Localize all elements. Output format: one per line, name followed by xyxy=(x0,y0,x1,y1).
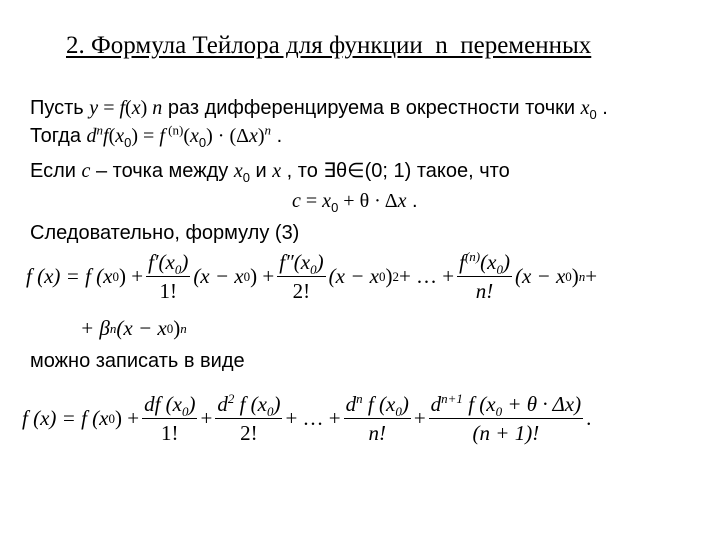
math-var: x xyxy=(248,125,258,147)
text-line-4 xyxy=(292,190,418,213)
math-var: x xyxy=(115,125,125,147)
math-sub: 0 xyxy=(331,200,339,215)
math-expr: ) xyxy=(273,392,281,416)
math-sub: 0 xyxy=(395,404,402,420)
math-sub: 0 xyxy=(242,170,250,185)
fraction xyxy=(277,250,325,303)
math-op: + xyxy=(413,406,426,431)
math-op: + θ · Δ xyxy=(338,190,398,212)
math-sup: n+1 xyxy=(441,391,463,406)
math-op: ) = xyxy=(131,125,160,147)
formula-remainder: + β n (x − x 0 ) n xyxy=(80,316,187,340)
text: . xyxy=(271,125,283,147)
text-line-5: Следовательно, формулу (3) xyxy=(30,222,300,244)
math-var: c xyxy=(81,160,91,182)
math-sup: n xyxy=(356,391,363,406)
fraction xyxy=(215,392,282,445)
math-sub: 0 xyxy=(310,262,317,278)
math-expr: d xyxy=(217,392,228,416)
math-sub: 0 xyxy=(589,107,597,122)
math-expr: f (x) = f (x xyxy=(26,264,113,289)
text: и xyxy=(249,160,273,182)
math-expr: ) xyxy=(188,392,196,416)
math-op: ) xyxy=(140,97,153,119)
text-line-3 xyxy=(30,158,510,183)
fraction-numerator xyxy=(457,250,512,277)
math-op: . xyxy=(586,406,592,431)
math-var: x xyxy=(131,97,141,119)
fraction-denominator: 1! xyxy=(161,421,179,446)
math-var: x xyxy=(580,97,590,119)
math-expr: (x − x xyxy=(193,264,244,289)
math-var: x xyxy=(233,160,243,182)
math-expr: ) + xyxy=(250,264,275,289)
math-sub: 0 xyxy=(496,262,503,278)
math-var: f xyxy=(119,97,126,119)
text: Если xyxy=(30,160,82,182)
fraction-numerator xyxy=(215,392,282,419)
math-var: x xyxy=(322,190,332,212)
fraction xyxy=(344,392,411,445)
math-expr: f (x) = f (x xyxy=(22,406,109,431)
math-sup: n xyxy=(264,122,272,138)
math-expr: (x − x xyxy=(328,264,379,289)
math-expr: + … + xyxy=(398,264,455,289)
math-expr: ) + xyxy=(118,264,144,289)
text: Тогда xyxy=(30,125,87,147)
math-op: = xyxy=(98,97,120,119)
math-sup: 2 xyxy=(227,391,235,406)
math-op: = xyxy=(300,190,323,212)
math-expr: (x − x xyxy=(116,316,167,340)
math-expr: (x − x xyxy=(514,264,566,289)
math-op: ) · (Δ xyxy=(206,125,249,147)
math-sub: 0 xyxy=(198,135,207,150)
fraction-denominator: (n + 1)! xyxy=(472,421,540,446)
math-expr: ) + xyxy=(114,406,140,431)
math-op: ( xyxy=(125,97,132,119)
text: – точка между xyxy=(90,160,234,182)
math-op: ( xyxy=(108,125,116,147)
math-expr: ) xyxy=(385,264,393,289)
math-expr: (x xyxy=(480,250,497,274)
math-expr: f″(x xyxy=(279,250,311,274)
fraction-numerator xyxy=(277,250,325,277)
math-expr: df (x xyxy=(144,392,182,416)
formula-taylor-1: f (x) = f (x 0 ) + $\frac{f'(x_0)}{1!}$ (x − x 0 ) + $\frac{f''(x_0)}{2!}$ (x − x 0 ) 2 + … + $\frac{f^{(n)}(x_0)}{n!}$ (x − x 0 ) n + xyxy=(26,249,598,304)
fraction-numerator xyxy=(429,392,583,419)
fraction-denominator: 2! xyxy=(240,421,258,446)
math-sub: 0 xyxy=(174,262,182,278)
math-expr: f (x xyxy=(462,392,496,416)
text: раз дифференцируема в окрестности точки xyxy=(162,97,581,119)
math-expr: ) xyxy=(502,250,510,274)
text-line-1 xyxy=(30,97,608,120)
fraction-numerator xyxy=(142,392,197,419)
math-expr: + θ · Δx) xyxy=(502,392,582,416)
math-sub: 0 xyxy=(124,135,132,150)
math-var: f xyxy=(103,125,109,147)
math-expr: f xyxy=(459,250,465,274)
math-expr: d xyxy=(430,392,442,416)
text-line-2 xyxy=(30,122,283,150)
fraction-numerator xyxy=(344,392,411,419)
math-expr: + xyxy=(585,264,598,289)
math-var: y xyxy=(89,97,99,119)
math-sup: n xyxy=(96,122,104,138)
math-var: n xyxy=(152,97,163,119)
math-expr: d xyxy=(345,392,357,416)
math-var: f xyxy=(159,125,165,147)
math-expr: f (x xyxy=(234,392,267,416)
fraction-denominator: 1! xyxy=(159,279,177,304)
math-expr: + β xyxy=(80,316,110,340)
math-expr: f (x xyxy=(362,392,396,416)
text-line-6: можно записать в виде xyxy=(30,350,245,372)
formula-taylor-2: f (x) = f (x 0 ) + $\frac{df (x_0)}{1!}$ + $\frac{d^2 f (x_0)}{2!}$ + … + $\frac{d^n f (x_0)}{n!}$ + $\frac{d^{n+1} f (x_0 + \theta \cdot \Delta x)}{(n + 1)!}$ . xyxy=(22,391,592,446)
math-expr: ) xyxy=(571,264,579,289)
math-var: d xyxy=(86,125,97,147)
math-expr: ) xyxy=(173,316,181,340)
math-sub: 0 xyxy=(266,404,274,420)
math-expr: f′(x xyxy=(148,250,175,274)
math-sub: 0 xyxy=(495,404,503,420)
math-sub: 0 xyxy=(181,404,189,420)
math-expr: ) xyxy=(401,392,409,416)
math-var: x xyxy=(190,125,199,147)
math-op: ) xyxy=(257,125,265,147)
fraction xyxy=(457,250,512,303)
fraction-numerator xyxy=(146,250,190,277)
math-sup: (n) xyxy=(164,122,184,138)
math-expr: ) xyxy=(181,250,189,274)
math-sup: (n) xyxy=(464,249,481,264)
math-expr: ) xyxy=(316,250,324,274)
fraction-denominator: 2! xyxy=(292,279,311,304)
fraction xyxy=(429,392,583,445)
fraction xyxy=(146,250,190,303)
math-var: c xyxy=(292,190,301,212)
fraction-denominator: n! xyxy=(475,279,494,304)
text: , то ∃θ∈(0; 1) такое, что xyxy=(281,160,510,182)
fraction xyxy=(142,392,197,445)
math-var: x xyxy=(397,190,407,212)
text: Пусть xyxy=(30,97,90,119)
page-title: 2. Формула Тейлора для функции n переменных xyxy=(66,32,592,59)
text: . xyxy=(406,190,418,212)
math-op: ( xyxy=(183,125,190,147)
fraction-denominator: n! xyxy=(368,421,386,446)
math-op: + … + xyxy=(285,406,341,431)
text: . xyxy=(596,97,608,119)
math-var: x xyxy=(272,160,282,182)
math-op: + xyxy=(200,406,213,431)
